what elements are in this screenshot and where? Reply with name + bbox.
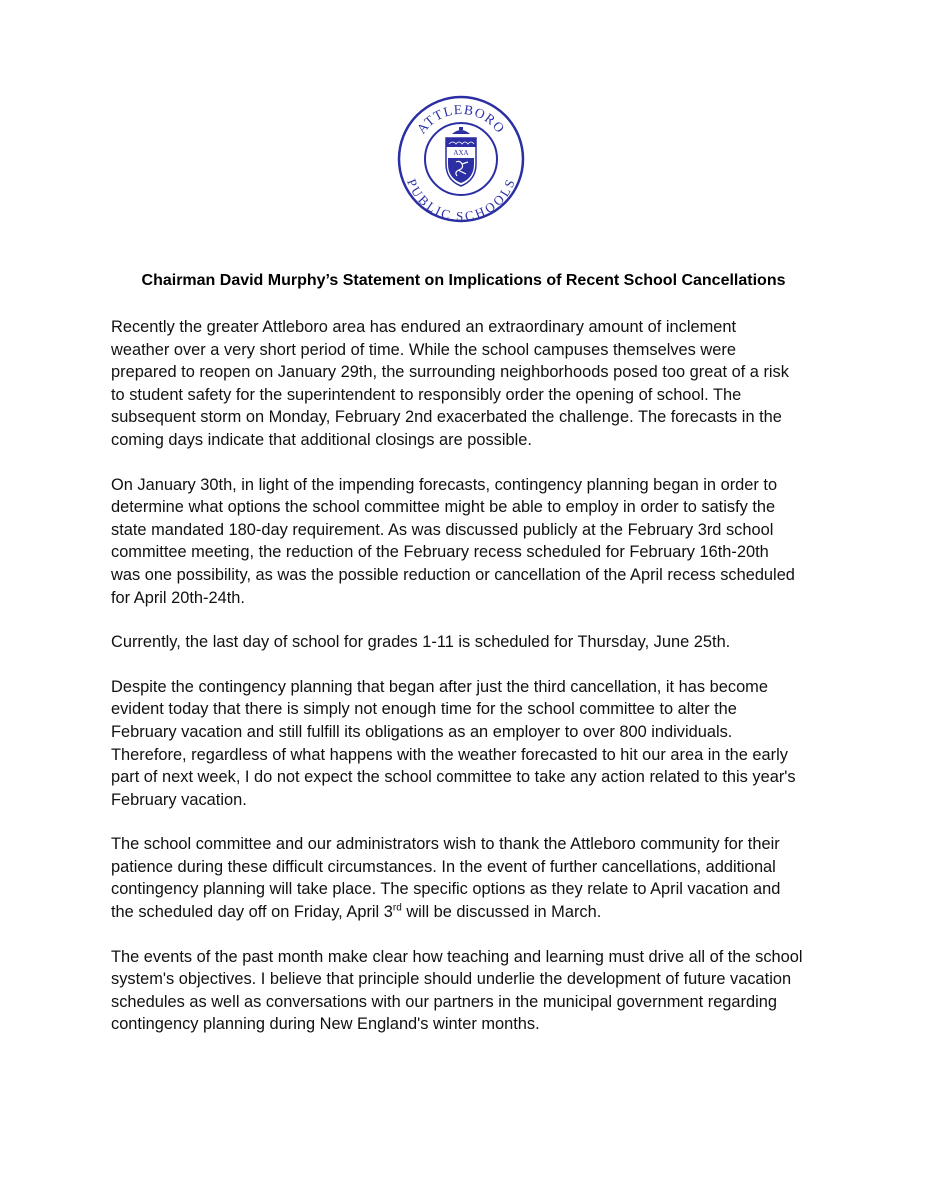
statement-title: Chairman David Murphy’s Statement on Implications of Recent School Cancellations — [141, 272, 786, 289]
seal-lamp-icon — [452, 127, 470, 134]
paragraph-5-end: will be discussed in March. — [401, 903, 602, 922]
attleboro-public-schools-seal-logo — [396, 94, 526, 224]
crest-shield-icon — [446, 138, 476, 186]
paragraph-1: Recently the greater Attleboro area has endured an extraordinary amount of inclement weather over a very short period of time. While the school campuses themselves were prepared to reopen on January 29th, the surrounding neighborhoods posed too great of a risk to student safety for the superintendent to responsibly order the opening of school. The subsequent storm on Monday, February 2nd exacerbated the challenge. The forecasts in the coming days indicate that additional closings are possible. — [111, 318, 789, 449]
seal-monogram: AXA — [453, 149, 469, 157]
seal-bottom-text: PUBLIC SCHOOLS — [404, 176, 518, 224]
ordinal-suffix: rd — [392, 902, 402, 914]
seal-top-text: ATTLEBORO — [413, 101, 509, 137]
statement-body — [111, 316, 823, 1058]
paragraph-4: Despite the contingency planning that began after just the third cancellation, it has become evident today that there is simply not enough time for the school committee to alter the February vacation and still fulfill its obligations as an employer to over 800 individuals. Therefore, regardless of what happens with the weather forecasted to hit our area in the early part of next week, I do not expect the school committee to take any action related to this year's February vacation. — [111, 677, 796, 809]
paragraph-2: On January 30th, in light of the impending forecasts, contingency planning began in order to determine what options the school committee might be able to employ in order to satisfy the state mandated 180-day requirement. As was discussed publicly at the February 3rd school committee meeting, the reduction of the February recess scheduled for February 16th-20th was one possibility, as was the possible reduction or cancellation of the April recess scheduled for April 20th-24th. — [111, 475, 795, 607]
paragraph-3: Currently, the last day of school for grades 1-11 is scheduled for Thursday, June 25th. — [111, 633, 731, 652]
paragraph-5 — [111, 833, 823, 923]
paragraph-5-text: The school committee and our administrators wish to thank the Attleboro community for their patience during these difficult circumstances. In the event of further cancellations, additional contingency planning will take place. The specific options as they relate to April vacation and the scheduled day off on Friday, April 3 — [111, 835, 781, 922]
paragraph-6: The events of the past month make clear how teaching and learning must drive all of the school system's objectives. I believe that principle should underlie the development of future vacation schedules as well as conversations with our partners in the municipal government regarding contingency planning during New England's winter months. — [111, 947, 803, 1034]
